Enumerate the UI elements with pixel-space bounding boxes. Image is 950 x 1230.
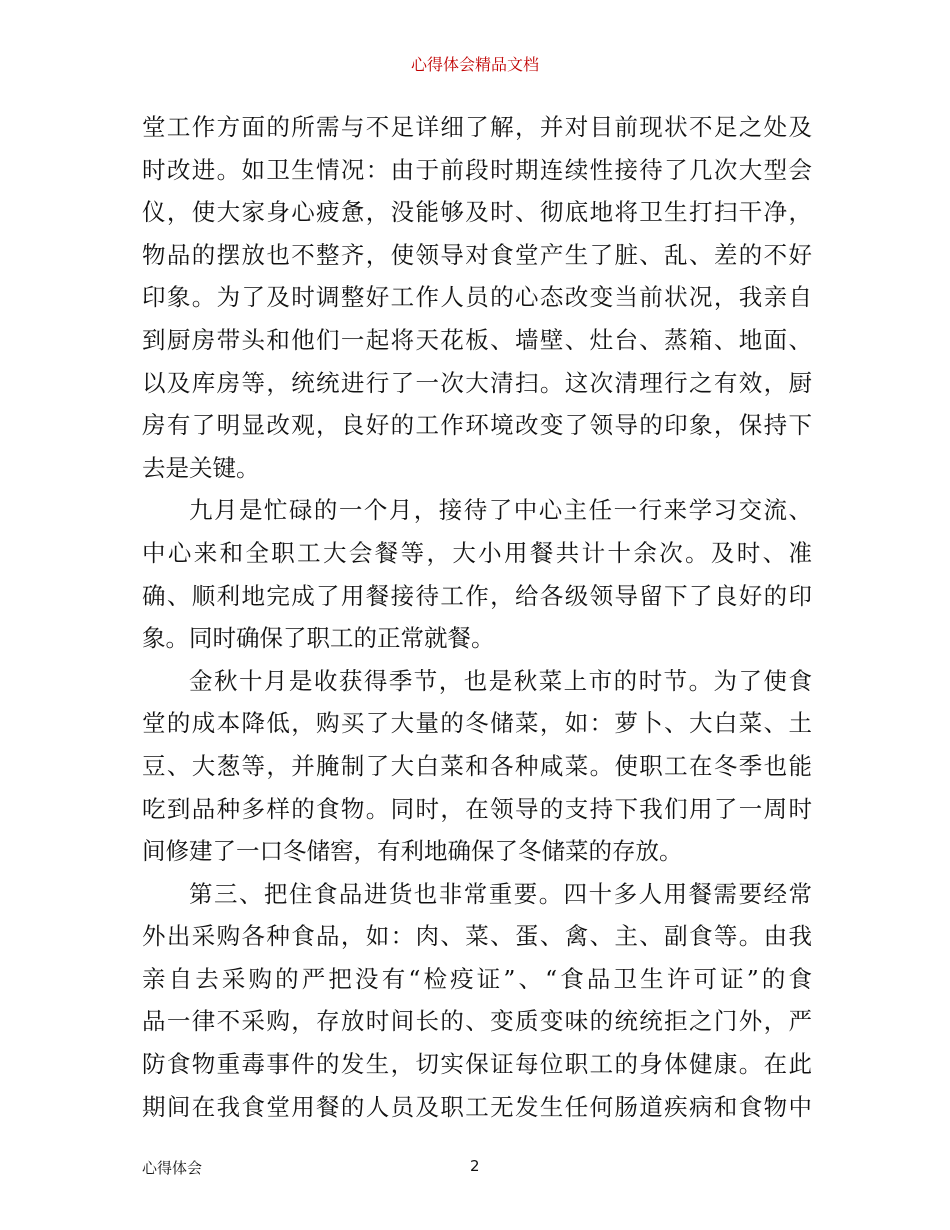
body-line: 豆、大葱等，并腌制了大白菜和各种咸菜。使职工在冬季也能 <box>142 751 812 780</box>
page-header-title: 心得体会精品文档 <box>410 55 539 74</box>
body-line: 吃到品种多样的食物。同时，在领导的支持下我们用了一周时 <box>142 794 812 823</box>
footer-label: 心得体会 <box>142 1159 203 1177</box>
body-line: 房有了明显改观，良好的工作环境改变了领导的印象，保持下 <box>142 411 812 440</box>
body-line: 外出采购各种食品，如：肉、菜、蛋、禽、主、副食等。由我 <box>142 922 812 951</box>
body-line: 第三、把住食品进货也非常重要。四十多人用餐需要经常 <box>189 879 812 908</box>
body-line: 堂的成本降低，购买了大量的冬储菜，如：萝卜、大白菜、土 <box>142 709 812 738</box>
body-line: 亲自去采购的严把没有“检疫证”、“食品卫生许可证”的食 <box>142 964 812 993</box>
body-line: 期间在我食堂用餐的人员及职工无发生任何肠道疾病和食物中 <box>142 1092 812 1121</box>
body-line: 间修建了一口冬储窖，有利地确保了冬储菜的存放。 <box>142 837 683 866</box>
body-line: 物品的摆放也不整齐，使领导对食堂产生了脏、乱、差的不好 <box>142 240 812 269</box>
body-line: 防食物重毒事件的发生，切实保证每位职工的身体健康。在此 <box>142 1050 812 1079</box>
body-line: 确、顺利地完成了用餐接待工作，给各级领导留下了良好的印 <box>142 581 812 610</box>
body-line: 金秋十月是收获得季节，也是秋菜上市的时节。为了使食 <box>189 666 812 695</box>
body-line: 九月是忙碌的一个月，接待了中心主任一行来学习交流、 <box>189 496 812 525</box>
page-number: 2 <box>470 1157 480 1175</box>
body-line: 堂工作方面的所需与不足详细了解，并对目前现状不足之处及 <box>142 113 812 141</box>
body-line: 到厨房带头和他们一起将天花板、墙壁、灶台、蒸箱、地面、 <box>142 325 812 354</box>
body-line: 品一律不采购，存放时间长的、变质变味的统统拒之门外，严 <box>142 1007 812 1036</box>
body-line: 去是关键。 <box>142 453 260 482</box>
body-line: 象。同时确保了职工的正常就餐。 <box>142 624 495 653</box>
body-line: 中心来和全职工大会餐等，大小用餐共计十余次。及时、准 <box>142 538 812 567</box>
document-body <box>142 106 812 1128</box>
body-line: 以及库房等，统统进行了一次大清扫。这次清理行之有效，厨 <box>142 368 812 397</box>
body-line: 印象。为了及时调整好工作人员的心态改变当前状况，我亲自 <box>142 283 812 312</box>
body-line: 仪，使大家身心疲惫，没能够及时、彻底地将卫生打扫干净， <box>142 198 812 227</box>
body-line: 时改进。如卫生情况：由于前段时期连续性接待了几次大型会 <box>142 155 812 184</box>
